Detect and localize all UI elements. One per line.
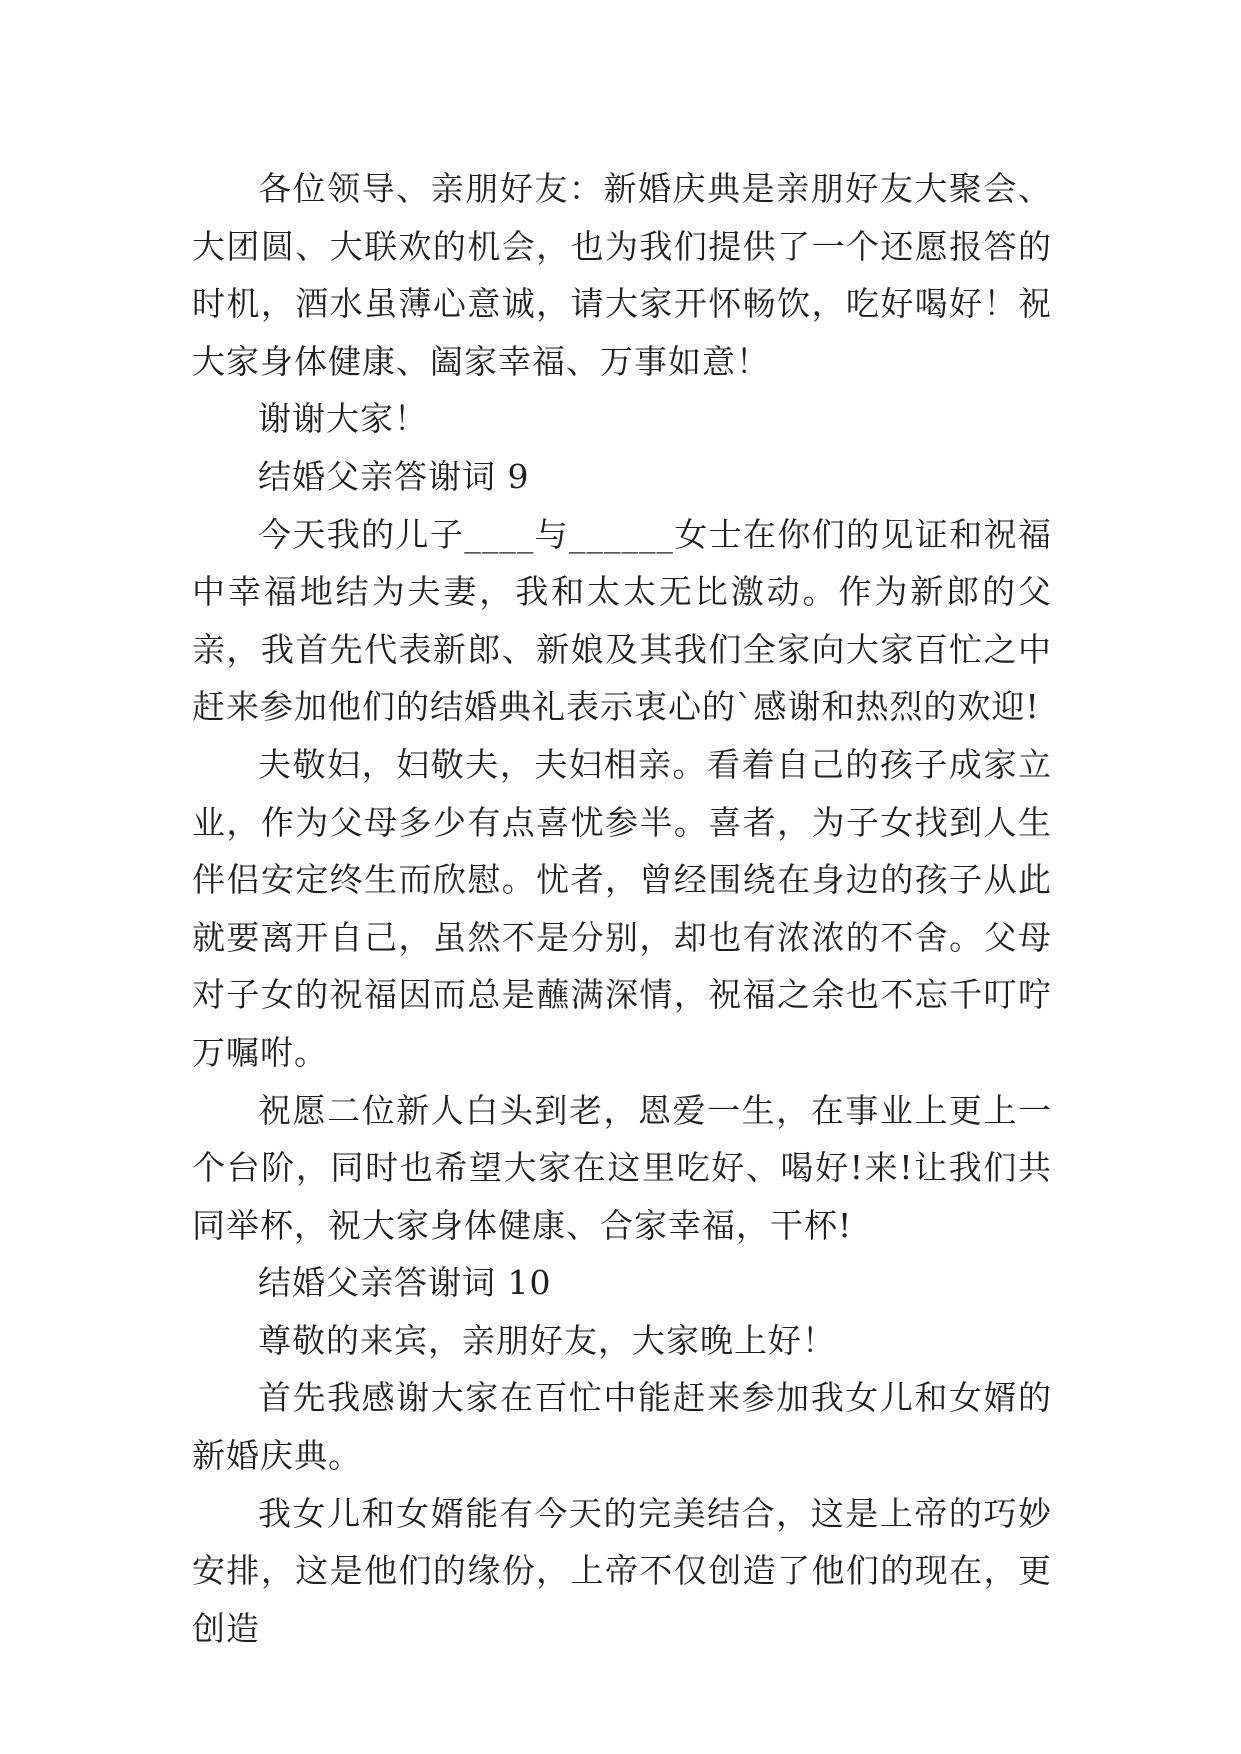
paragraph-welcome: 尊敬的来宾，亲朋好友，大家晚上好！ (258, 1320, 836, 1360)
paragraph-appreciation: 首先我感谢大家在百忙中能赶来参加我女儿和女婿的新婚庆典。 (192, 1378, 1052, 1476)
paragraph-greeting-blessing: 各位领导、亲朋好友：新婚庆典是亲朋好友大聚会、大团圆、大联欢的机会，也为我们提供了一个还愿报答的时机，酒水虽薄心意诚，请大家开怀畅饮，吃好喝好！祝大家身体健康、阖家幸福、万事如意！ (192, 169, 1052, 381)
paragraph-destiny: 我女儿和女婿能有今天的完美结合，这是上帝的巧妙安排，这是他们的缘份，上帝不仅创造了他们的现在，更创造 (192, 1493, 1052, 1648)
section-heading-10: 结婚父亲答谢词 10 (258, 1263, 552, 1303)
document-body (192, 160, 1052, 1657)
paragraph-son-wedding: 今天我的儿子____与______女士在你们的见证和祝福中幸福地结为夫妻，我和太太无比激动。作为新郎的父亲，我首先代表新郎、新娘及其我们全家向大家百忙之中赶来参加他们的结婚典礼表示衷心的`感谢和热烈的欢迎! (192, 514, 1052, 727)
paragraph-mixed-feelings: 夫敬妇，妇敬夫，夫妇相亲。看着自己的孩子成家立业，作为父母多少有点喜忧参半。喜者，为子女找到人生伴侣安定终生而欣慰。忧者，曾经围绕在身边的孩子从此就要离开自己，虽然不是分别，却也有浓浓的不舍。父母对子女的祝福因而总是蘸满深情，祝福之余也不忘千叮咛万嘱咐。 (192, 744, 1052, 1072)
paragraph-toast: 祝愿二位新人白头到老，恩爱一生，在事业上更上一个台阶，同时也希望大家在这里吃好、喝好!来!让我们共同举杯，祝大家身体健康、合家幸福，干杯! (192, 1090, 1052, 1245)
section-heading-9: 结婚父亲答谢词 9 (258, 456, 530, 496)
paragraph-thanks: 谢谢大家！ (258, 399, 428, 439)
